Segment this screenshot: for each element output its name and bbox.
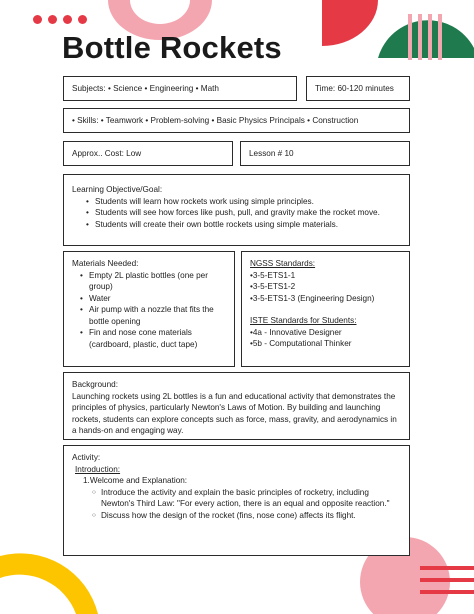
activity-step: 1.Welcome and Explanation: xyxy=(83,476,188,485)
background-box xyxy=(63,372,410,440)
materials-item: • Water xyxy=(80,293,226,305)
time-text: Time: 60-120 minutes xyxy=(315,83,394,93)
pink-stripe-3 xyxy=(428,14,432,60)
iste-item: •5b - Computational Thinker xyxy=(250,339,352,348)
background-heading: Background: xyxy=(72,380,118,389)
green-half-circle-shape xyxy=(378,20,474,58)
objective-item: • Students will learn how rockets work using simple principles. xyxy=(86,196,401,208)
activity-item: ○ Introduce the activity and explain the basic principles of rocketry, including Newton's Third Law: "For every action, there is an equal and opposite reaction." xyxy=(92,487,401,510)
red-dot xyxy=(78,15,87,24)
page-title: Bottle Rockets xyxy=(62,30,282,65)
standards-box xyxy=(241,251,410,367)
yellow-ring-shape xyxy=(0,553,98,614)
activity-intro: Introduction: xyxy=(75,464,121,474)
pink-stripe-4 xyxy=(438,14,442,60)
pink-stripe-2 xyxy=(418,14,422,60)
subjects-text: Subjects: • Science • Engineering • Math xyxy=(72,83,219,93)
activity-box xyxy=(63,445,410,556)
red-stripe-3 xyxy=(420,590,474,594)
objective-heading: Learning Objective/Goal: xyxy=(72,185,163,194)
skills-box xyxy=(63,108,410,133)
red-dots-decoration xyxy=(33,15,87,24)
lesson-text: Lesson # 10 xyxy=(249,148,294,158)
red-stripe-2 xyxy=(420,578,474,582)
red-semicircle-shape xyxy=(322,0,378,46)
red-dot xyxy=(48,15,57,24)
iste-item: •4a - Innovative Designer xyxy=(250,327,342,337)
iste-heading: ISTE Standards for Students: xyxy=(250,316,357,325)
subjects-box xyxy=(63,76,297,101)
activity-item: ○ Discuss how the design of the rocket (fins, nose cone) affects its flight. xyxy=(92,510,401,522)
materials-item: • Empty 2L plastic bottles (one per group) xyxy=(80,270,226,293)
red-dot xyxy=(33,15,42,24)
background-text: Launching rockets using 2L bottles is a fun and educational activity that demonstrates the principles of physics, particularly Newton's Laws of Motion. By building and launching rockets, students can explore concepts such as force, mass, gravity, and aerodynamics in a hands-on and engaging way. xyxy=(72,391,397,435)
materials-box xyxy=(63,251,235,367)
lesson-box xyxy=(240,141,410,166)
ngss-heading: NGSS Standards: xyxy=(250,259,316,268)
red-stripe-1 xyxy=(420,566,474,570)
pink-stripe-1 xyxy=(408,14,412,60)
time-box xyxy=(306,76,410,101)
ngss-item: •3-5-ETS1-3 (Engineering Design) xyxy=(250,293,375,303)
materials-item: • Fin and nose cone materials (cardboard, plastic, duct tape) xyxy=(80,327,226,350)
materials-heading: Materials Needed: xyxy=(72,259,139,268)
objective-item: • Students will see how forces like push, pull, and gravity make the rocket move. xyxy=(86,207,401,219)
objective-item: • Students will create their own bottle rockets using simple materials. xyxy=(86,219,401,231)
activity-heading: Activity: xyxy=(72,453,101,462)
skills-text: • Skills: • Teamwork • Problem-solving • Basic Physics Principals • Construction xyxy=(72,115,359,125)
cost-box xyxy=(63,141,233,166)
materials-item: • Air pump with a nozzle that fits the bottle opening xyxy=(80,304,226,327)
cost-text: Approx.. Cost: Low xyxy=(72,148,142,158)
ngss-item: •3-5-ETS1-1 xyxy=(250,270,296,280)
red-dot xyxy=(63,15,72,24)
ngss-item: •3-5-ETS1-2 xyxy=(250,282,296,291)
objective-box xyxy=(63,174,410,246)
